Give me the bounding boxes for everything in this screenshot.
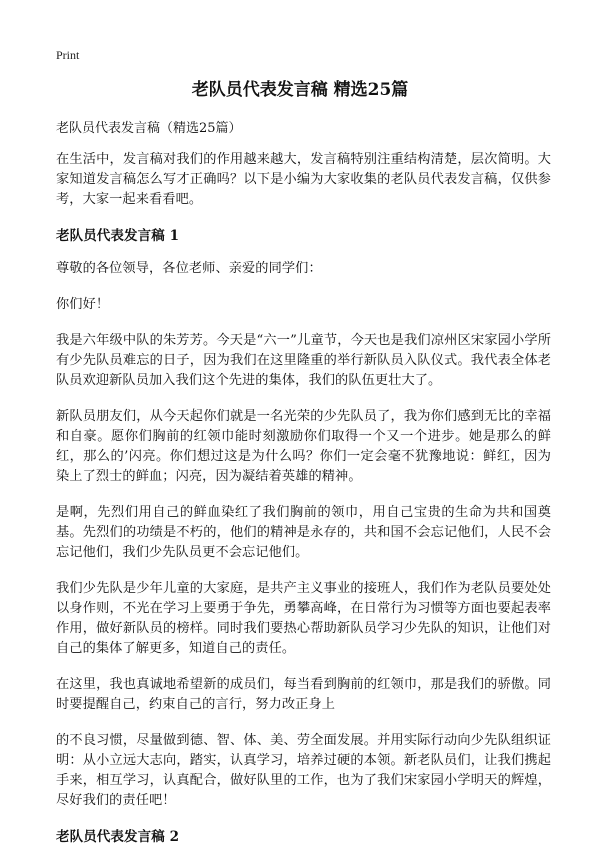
section-heading-1: 老队员代表发言稿 1 xyxy=(56,228,180,244)
intro-paragraph: 在生活中，发言稿对我们的作用越来越大，发言稿特别注重结构清楚，层次简明。大家知道发言稿怎么写才正确吗？以下是小编为大家收集的老队员代表发言稿，仅供参考，大家一起来看看吧。 xyxy=(56,152,551,207)
paragraph-7: 在这里，我也真诚地希望新的成员们，每当看到胸前的红领巾，那是我们的骄傲。同时要提醒自己，约束自己的言行，努力改正身上 xyxy=(56,677,551,712)
paragraph-8: 的不良习惯，尽量做到德、智、体、美、劳全面发展。并用实际行动向少先队组织证明：从小立远大志向，踏实，认真学习，培养过硬的本领。新老队员们，让我们携起手来，相互学习，认真配合，做好队里的工作，也为了我们宋家园小学明天的辉煌，尽好我们的责任吧！ xyxy=(56,733,551,808)
print-link[interactable]: Print xyxy=(56,48,80,62)
document-title: 老队员代表发言稿 精选25篇 xyxy=(191,80,409,100)
paragraph-1: 尊敬的各位领导，各位老师、亲爱的同学们： xyxy=(56,261,322,276)
paragraph-4: 新队员朋友们，从今天起你们就是一名光荣的少先队员了，我为你们感到无比的幸福和自豪。愿你们胸前的红领巾能时刻激励你们取得一个又一个进步。她是那么的鲜红，那么的’闪亮。你们想过这是为什么吗？你们一定会毫不犹豫地说：鲜红，因为染上了烈士的鲜血；闪亮，因为凝结着英雄的精神。 xyxy=(56,409,551,484)
paragraph-2: 你们好！ xyxy=(56,297,110,312)
document-subtitle: 老队员代表发言稿（精选25篇） xyxy=(56,121,242,136)
paragraph-6: 我们少先队是少年儿童的大家庭，是共产主义事业的接班人，我们作为老队员要处处以身作则，不光在学习上要勇于争先，勇攀高峰，在日常行为习惯等方面也要起表率作用，做好新队员的榜样。同时我们要热心帮助新队员学习少先队的知识，让他们对自己的集体了解更多，知道自己的责任。 xyxy=(56,581,551,656)
document-content xyxy=(56,150,551,860)
section-heading-2: 老队员代表发言稿 2 xyxy=(56,829,180,845)
paragraph-5: 是啊，先烈们用自己的鲜血染红了我们胸前的领巾，用自己宝贵的生命为共和国奠基。先烈们的功绩是不朽的，他们的精神是永存的，共和国不会忘记他们，人民不会忘记他们，我们少先队员更不会忘记他们。 xyxy=(56,505,551,560)
paragraph-3: 我是六年级中队的朱芳芳。今天是“六一”儿童节，今天也是我们凉州区宋家园小学所有少先队员难忘的日子，因为我们在这里隆重的举行新队员入队仪式。我代表全体老队员欢迎新队员加入我们这个先进的集体，我们的队伍更壮大了。 xyxy=(56,333,551,388)
